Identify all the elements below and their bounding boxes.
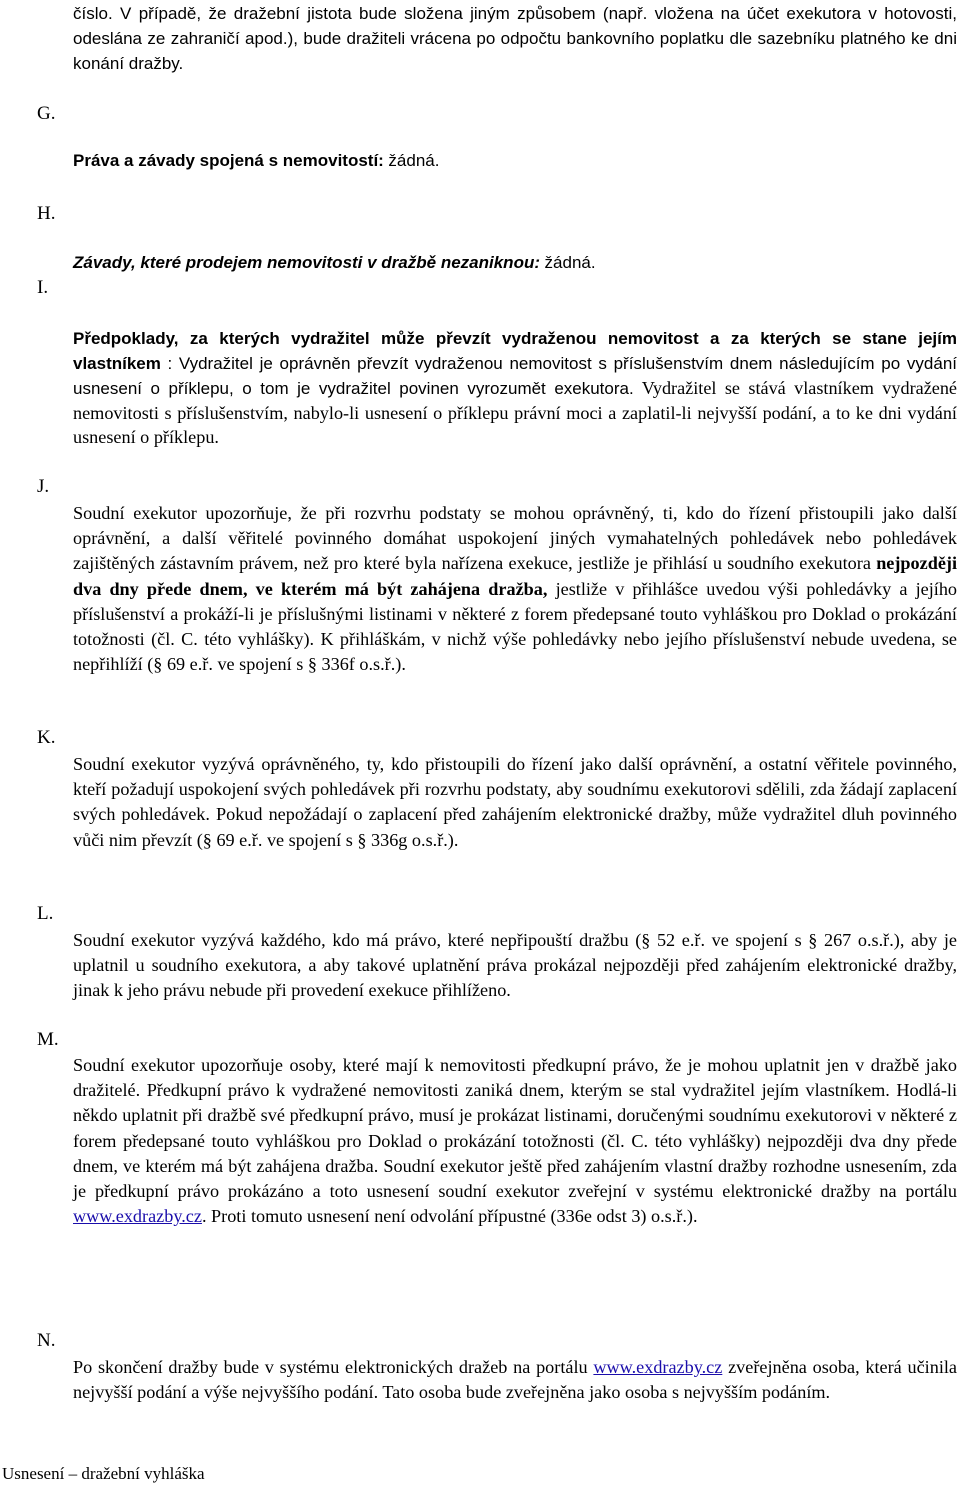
intro-paragraph: číslo. V případě, že dražební jistota bude složena jiným způsobem (např. vložena na účet exekutora v hotovosti, odeslána ze zahraničí apod.), bude dražiteli vrácena po odpočtu bankovního poplatku dle sazebníku platného ke dni konání dražby.	[73, 4, 957, 74]
section-m-text: Soudní exekutor vyzývá každého, kdo má právo, které nepřipouští dražbu (§ 52 e.ř. ve spojení s § 267 o.s.ř.), aby je uplatnil u soudního exekutora, a aby takové uplatnění práva prokázal nejpozději před zahájením elektronické dražby, jinak k jeho právu nebude při provedení exekuce přihlíženo.	[73, 930, 957, 1001]
section-h-title: Práva a závady spojená s nemovitostí:	[73, 151, 384, 170]
section-j-title: Předpoklady, za kterých vydražitel může převzít vydraženou nemovitost a za kterých se stane jejím vlastníkem	[73, 329, 957, 373]
section-label-k: K.	[37, 727, 56, 748]
page-footer: Usnesení – dražební vyhláška	[2, 1464, 205, 1483]
section-k-deadline: nejpozději dva dny přede dnem, ve kterém má být zahájena dražba,	[73, 553, 958, 599]
section-label-l: L.	[37, 903, 54, 924]
section-label-i: I.	[37, 277, 49, 298]
section-label-j: J.	[37, 476, 50, 497]
exdrazby-link[interactable]: www.exdrazby.cz	[73, 1206, 202, 1227]
section-n-text: Soudní exekutor upozorňuje osoby, které mají k nemovitosti předkupní právo, že je mohou uplatnit jen v dražbě jako dražitelé. Předkupní právo k vydražené nemovitosti zaniká dnem, kterým se stal vydražitel jejím vlastníkem. Hodlá-li někdo uplatnit při dražbě své předkupní právo, musí je prokázat listinami, doručenými soudnímu exekutorovi v některé z forem předepsané touto vyhláškou pro Doklad o prokázání totožnosti (čl. C. této vyhlášky) nejpozději dva dny přede dnem, ve kterém má být zahájena dražba. Soudní exekutor ještě před zahájením vlastní dražby rozhodne usnesením, zda je předkupní právo prokázáno a toto usnesení soudní exekutor zveřejní v systému elektronické dražby na portálu www.exdrazby.cz. Proti tomuto usnesení není odvolání přípustné (336e odst 3) o.s.ř.).	[73, 1055, 957, 1227]
section-i-title: Závady, které prodejem nemovitosti v dražbě nezaniknou:	[73, 253, 540, 272]
section-l-text: Soudní exekutor vyzývá oprávněného, ty, kdo přistoupili do řízení jako další oprávnění, a ostatní věřitele povinného, kteří požadují uspokojení svých pohledávek při rozvrhu podstaty, aby soudnímu exekutorovi sdělili, zda žádají zaplacení svých pohledávek. Pokud nepožádají o zaplacení před zahájením elektronické dražby, může vydražitel dluh povinného vůči nim převzít (§ 69 e.ř. ve spojení s § 336g o.s.ř.).	[73, 754, 957, 850]
section-i-text	[73, 250, 957, 275]
section-label-m: M.	[37, 1029, 59, 1050]
section-result-text: Po skončení dražby bude v systému elektronických dražeb na portálu www.exdrazby.cz zveřejněna osoba, která učinila nejvyšší podání a výše nejvyššího podání. Tato osoba bude zveřejněna jako osoba s nejvyšším podáním.	[73, 1357, 958, 1403]
section-i-value: žádná.	[544, 253, 596, 272]
section-label-h: H.	[37, 203, 56, 224]
section-h-text	[73, 148, 957, 173]
section-k-text: Soudní exekutor upozorňuje, že při rozvrhu podstaty se mohou oprávněný, ti, kdo do řízení přistoupili jako další oprávnění, a další věřitelé povinného domáhat uspokojení jiných vymahatelných pohledávek nebo pohledávek zajištěných zástavním právem, než pro které byla nařízena exekuce, jestliže je přihlásí u soudního exekutora nejpozději dva dny přede dnem, ve kterém má být zahájena dražba, jestliže v přihlášce uvedou výši pohledávky a jejího příslušenství a prokáží-li je příslušnými listinami v některé z forem předepsané touto vyhláškou pro Doklad o prokázání totožnosti (čl. C. této vyhlášky). K přihláškám, v nichž výše pohledávky nebo jejího příslušenství nebude uvedena, se nepřihlíží (§ 69 e.ř. ve spojení s § 336f o.s.ř.).	[73, 503, 958, 675]
exdrazby-link-2[interactable]: www.exdrazby.cz	[593, 1357, 723, 1377]
section-label-g: G.	[37, 103, 56, 124]
section-label-n: N.	[37, 1330, 56, 1351]
section-h-value: žádná.	[388, 151, 440, 170]
section-j-text: Předpoklady, za kterých vydražitel může převzít vydraženou nemovitost a za kterých se stane jejím vlastníkem : Vydražitel je oprávněn převzít vydraženou nemovitost s příslušenstvím dnem následujícím po vydání usnesení o příklepu, o tom je vydražitel povinen vyrozumět exekutora. Vydražitel se stává vlastníkem vydražené nemovitosti s příslušenstvím, nabylo-li usnesení o příklepu právní moci a zaplatil-li nejvyšší podání, a to ke dni vydání usnesení o příklepu.	[73, 329, 958, 447]
